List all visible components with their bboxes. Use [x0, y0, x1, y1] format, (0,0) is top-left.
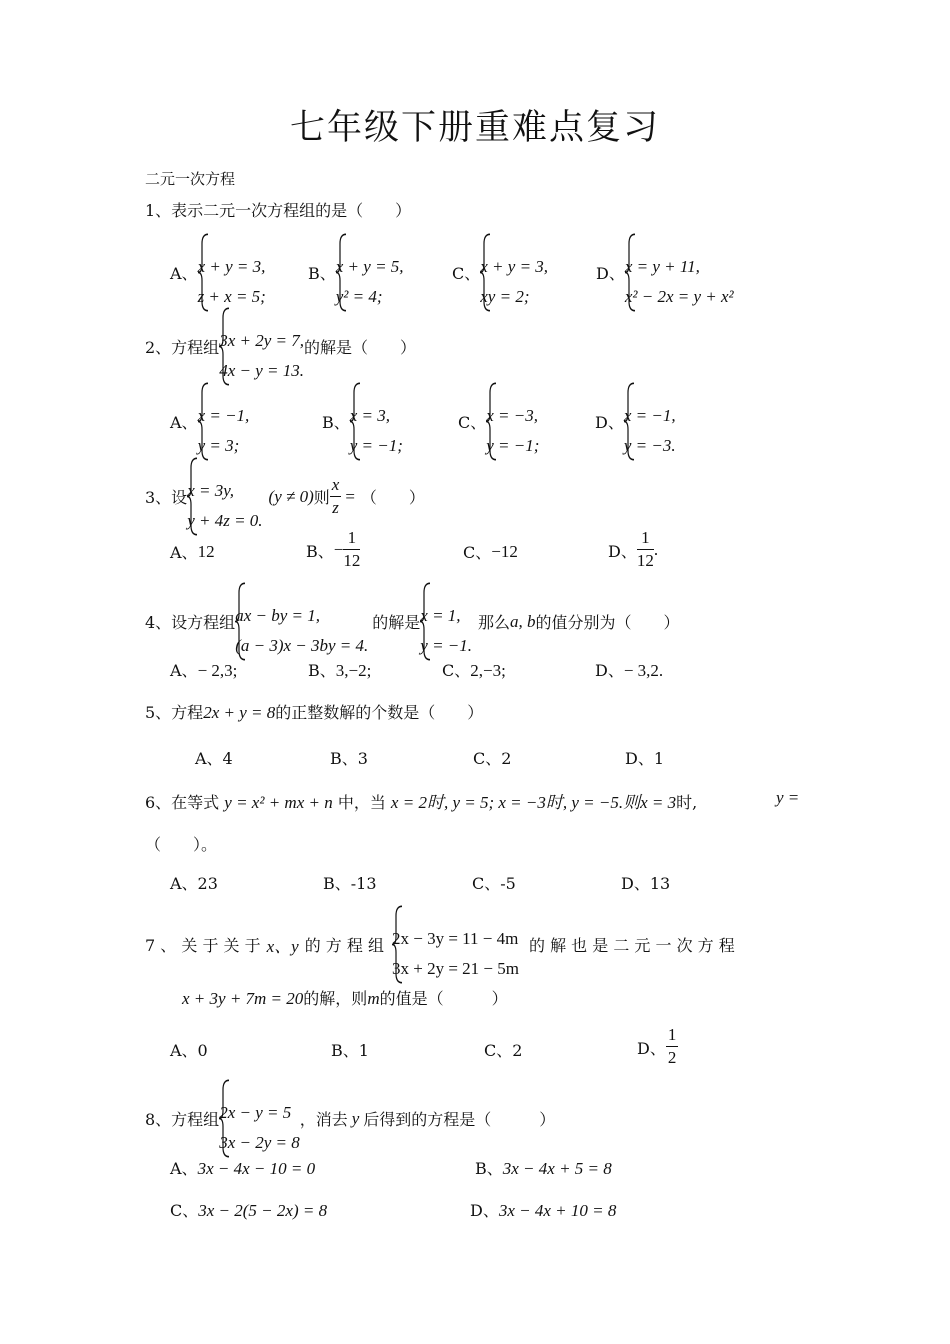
left-brace-icon: [486, 382, 498, 461]
question-mid: 的解是: [372, 613, 421, 632]
equals-sign: =: [345, 486, 355, 506]
option-equation: 3x − 4x + 5 = 8: [502, 1159, 612, 1178]
q4-option-a: [170, 658, 237, 681]
q7-option-d: [637, 1025, 678, 1069]
left-brace-icon: [336, 233, 348, 312]
q5-option-b: B、3: [330, 749, 368, 768]
question-prefix: 3、设: [145, 488, 188, 507]
q7-option-a: A、0: [170, 1041, 208, 1060]
equation-line: x = −3,: [486, 406, 538, 425]
q2-option-b: [322, 382, 403, 461]
equation-line: x = y + 11,: [624, 257, 700, 276]
q3-option-d: [608, 528, 658, 572]
q8-option-b: [475, 1156, 612, 1179]
answer-blank: （ ）: [360, 488, 425, 507]
denominator: 12: [343, 551, 361, 570]
equation-system: [350, 382, 403, 461]
question-7-stem: [145, 905, 735, 984]
fraction: [343, 528, 360, 572]
equation-line: 3x + 2y = 21 − 5m: [391, 959, 519, 978]
equation-line: x = 3,: [349, 406, 391, 425]
option-label: D、: [595, 413, 624, 432]
question-text: 的值是（ ）: [379, 989, 508, 1008]
equation: 2x + y = 8: [203, 703, 276, 722]
question-suffix: ，消去: [299, 1110, 348, 1129]
question-prefix: 4、设方程组: [145, 613, 236, 632]
q8-option-d: [470, 1198, 616, 1221]
option-label: B、: [475, 1159, 503, 1178]
equation-line: x + y = 3,: [197, 257, 266, 276]
option-equation: 3x − 2(5 − 2x) = 8: [198, 1201, 328, 1220]
question-3-stem: [145, 457, 425, 536]
equation-line: y = 3;: [197, 436, 240, 455]
option-label: B、: [308, 264, 336, 283]
equation-line: x + y = 5,: [335, 257, 404, 276]
question-prefix: 2、方程组: [145, 338, 220, 357]
option-label: A、: [170, 264, 198, 283]
left-brace-icon: [187, 457, 199, 536]
option-equation: 3x − 4x + 10 = 8: [498, 1201, 617, 1220]
question-1-stem: 1、表示二元一次方程组的是（ ）: [145, 201, 412, 220]
equation-line: 2x − y = 5: [219, 1103, 292, 1122]
option-label: B、: [306, 541, 334, 561]
equation-system: [392, 905, 519, 984]
q4-option-b: [308, 658, 371, 681]
question-prefix: 5、方程: [145, 703, 204, 722]
equation-line: y = −1;: [486, 436, 540, 455]
numerator: 1: [637, 528, 654, 550]
q2-option-d: [595, 382, 676, 461]
option-value: − 2,3;: [197, 661, 238, 680]
q6-option-d: D、13: [621, 874, 671, 893]
equation-line: y = −1.: [420, 636, 473, 655]
q1-option-b: [308, 233, 404, 312]
q3-option-a: [170, 540, 215, 563]
q5-option-d: D、1: [625, 749, 665, 768]
left-brace-icon: [350, 382, 362, 461]
option-label: D、: [595, 661, 624, 680]
option-equation: 3x − 4x − 10 = 0: [197, 1159, 316, 1178]
option-label: A、: [170, 413, 198, 432]
equation-system: [219, 307, 304, 386]
option-label: D、: [470, 1201, 499, 1220]
question-suffix: 的解是（ ）: [303, 338, 416, 357]
q7-option-b: B、1: [331, 1041, 369, 1060]
q6-option-a: A、23: [170, 874, 218, 893]
question-suffix: 的 解 也 是 二 元 一 次 方 程: [528, 936, 735, 955]
equation-line: 3x + 2y = 7,: [219, 331, 304, 350]
equation-system: [486, 382, 539, 461]
left-brace-icon: [420, 582, 432, 661]
equation-line: z + x = 5;: [197, 287, 266, 306]
numerator: 1: [666, 1025, 679, 1047]
equation-system: [198, 233, 266, 312]
equation-line: 4x − y = 13.: [219, 361, 304, 380]
minus-sign: −: [333, 540, 344, 559]
variable: m: [367, 989, 380, 1008]
equation-line: y = −3.: [623, 436, 676, 455]
left-brace-icon: [480, 233, 492, 312]
option-label: C、: [458, 413, 487, 432]
question-text: 的解，则: [303, 989, 368, 1008]
left-brace-icon: [392, 905, 404, 984]
q5-option-c: C、2: [473, 749, 512, 768]
equation-line: x = −1,: [623, 406, 676, 425]
question-8-stem: [145, 1079, 555, 1158]
equation-line: y = −1;: [349, 436, 403, 455]
denominator: 12: [636, 551, 654, 570]
option-value: 12: [197, 541, 215, 561]
period: .: [653, 540, 659, 559]
question-suffix: 那么: [478, 613, 511, 632]
equation-line: x = 3y,: [187, 481, 235, 500]
option-label: A、: [170, 661, 198, 680]
equation-system: [219, 1079, 300, 1158]
question-7-line2: [182, 986, 508, 1009]
question-6-blank: （ ）。: [145, 835, 218, 854]
fraction: [666, 1025, 679, 1069]
question-mid: 时,: [676, 793, 698, 812]
equation-line: xy = 2;: [480, 287, 530, 306]
left-brace-icon: [219, 307, 231, 386]
option-label: D、: [596, 264, 625, 283]
option-label: C、: [463, 543, 492, 562]
question-suffix: 的值分别为（ ）: [535, 613, 680, 632]
question-6-tail: y =: [776, 788, 800, 807]
option-value: 3,−2;: [335, 661, 372, 680]
equation-line: ax − by = 1,: [235, 606, 320, 625]
question-6-stem: [145, 788, 697, 813]
variable: y: [351, 1108, 360, 1128]
q7-option-c: C、2: [484, 1041, 523, 1060]
left-brace-icon: [198, 233, 210, 312]
option-label: A、: [170, 543, 198, 562]
question-mid: 中，当: [337, 793, 386, 812]
q3-option-c: [463, 540, 518, 563]
equation-system: [625, 233, 734, 312]
equation-line: y + 4z = 0.: [187, 511, 263, 530]
equation-system: [624, 382, 676, 461]
fraction: [637, 528, 654, 572]
q1-option-a: [170, 233, 266, 312]
equation-line: x² − 2x = y + x²: [624, 287, 734, 306]
equation-system: [235, 582, 368, 661]
section-heading: 二元一次方程: [145, 170, 236, 188]
left-brace-icon: [198, 382, 210, 461]
option-label: C、: [442, 661, 471, 680]
option-label: A、: [170, 1159, 198, 1178]
question-prefix: 6、在等式: [145, 793, 220, 812]
then-word: 则: [313, 488, 330, 507]
equation: x + 3y + 7m = 20: [182, 989, 304, 1008]
numerator: x: [330, 475, 342, 497]
equation-line: x = −1,: [197, 406, 250, 425]
q1-option-d: [596, 233, 734, 312]
denominator: z: [332, 497, 339, 517]
numerator: 1: [343, 528, 360, 550]
left-brace-icon: [625, 233, 637, 312]
q4-option-c: [442, 658, 506, 681]
equation-system: [198, 382, 250, 461]
option-label: B、: [322, 413, 350, 432]
variables: x、y: [266, 937, 299, 956]
conditions: x = 2时, y = 5; x = −3时, y = −5.则x = 3: [390, 793, 677, 812]
condition: (y ≠ 0): [268, 486, 314, 506]
equation-system: [336, 233, 404, 312]
q2-option-c: [458, 382, 539, 461]
q4-option-d: [595, 658, 663, 681]
q5-option-a: A、4: [195, 749, 233, 768]
option-label: C、: [170, 1201, 199, 1220]
option-label: D、: [637, 1038, 666, 1058]
equation: y = x² + mx + n: [224, 793, 333, 812]
equation-line: 2x − 3y = 11 − 4m: [391, 929, 519, 948]
equation-system: [187, 457, 262, 536]
question-2-stem: [145, 307, 416, 386]
question-prefix: 8、方程组: [145, 1110, 220, 1129]
equation-line: x + y = 3,: [480, 257, 549, 276]
left-brace-icon: [235, 582, 247, 661]
equation-line: 3x − 2y = 8: [219, 1133, 300, 1152]
option-label: B、: [308, 661, 336, 680]
equation-line: (a − 3)x − 3by = 4.: [235, 636, 369, 655]
question-suffix: 的正整数解的个数是（ ）: [275, 703, 484, 722]
left-brace-icon: [624, 382, 636, 461]
q8-option-c: [170, 1198, 327, 1221]
equation-system: [480, 233, 548, 312]
q3-option-b: [306, 528, 360, 572]
denominator: 2: [667, 1048, 677, 1067]
option-label: C、: [452, 264, 481, 283]
q6-option-c: C、-5: [472, 874, 516, 893]
question-5-stem: [145, 700, 483, 723]
option-label: D、: [608, 541, 637, 561]
q6-option-b: B、-13: [323, 874, 377, 893]
question-suffix: 后得到的方程是（ ）: [363, 1110, 556, 1129]
page-title: 七年级下册重难点复习: [289, 108, 660, 148]
variables: a, b: [510, 611, 536, 631]
left-brace-icon: [219, 1079, 231, 1158]
question-mid: 的 方 程 组: [304, 936, 384, 955]
option-value: −12: [491, 541, 518, 561]
equation-line: y² = 4;: [335, 287, 383, 306]
equation-line: x = 1,: [420, 606, 461, 625]
q2-option-a: [170, 382, 249, 461]
option-value: 2,−3;: [470, 661, 506, 680]
solution-system: [420, 582, 472, 661]
fraction: [330, 475, 342, 519]
q8-option-a: [170, 1156, 315, 1179]
option-value: − 3,2.: [623, 661, 664, 680]
question-4-stem: [145, 582, 680, 661]
question-prefix: 7 、 关 于 关 于: [145, 936, 261, 955]
q1-option-c: [452, 233, 548, 312]
